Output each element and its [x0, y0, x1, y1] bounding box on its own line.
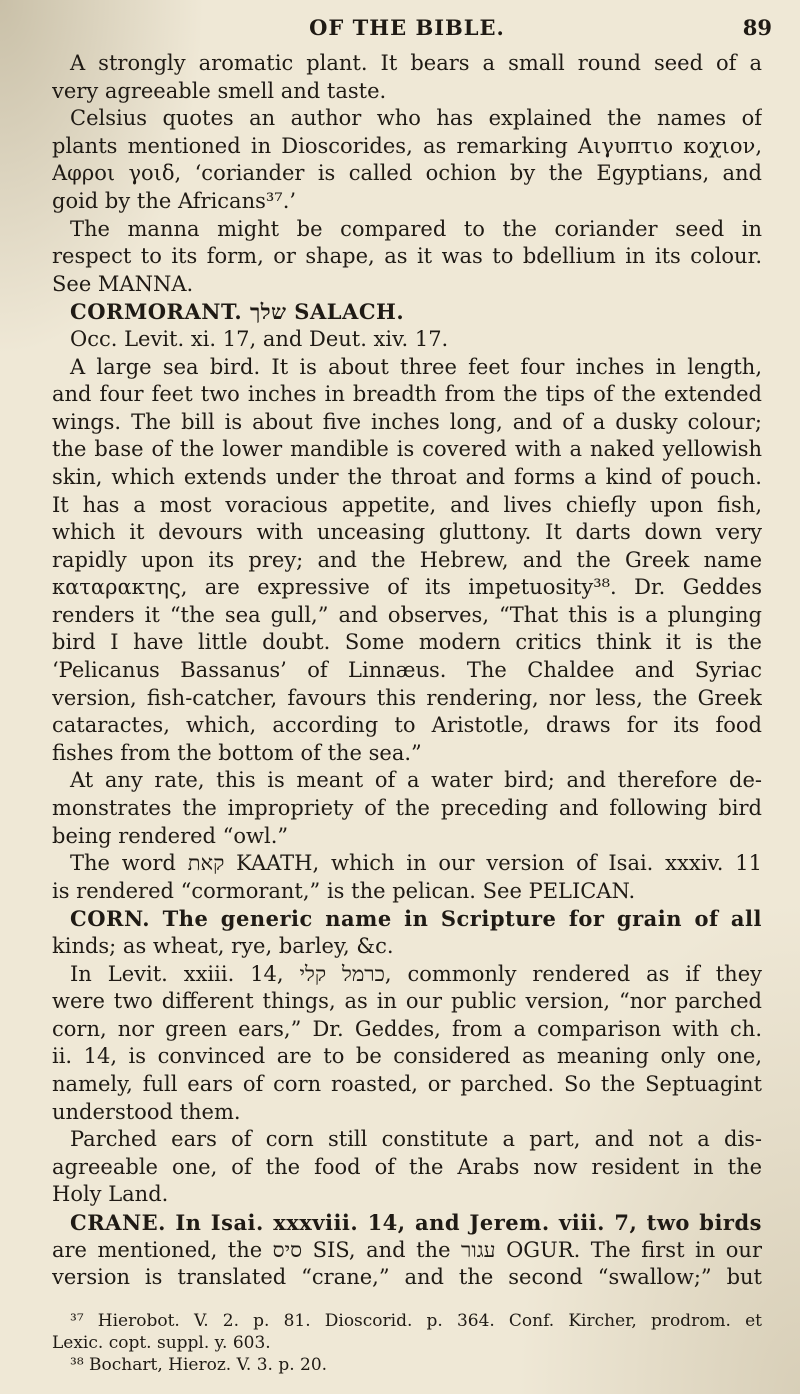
text-line: wings. The bill is about five inches long, and of a dusky colour;: [52, 409, 762, 434]
text-line: monstrates the impropriety of the preceding and following bird: [52, 796, 762, 821]
text-line: Occ. Levit. xi. 17, and Deut. xiv. 17.: [70, 326, 449, 351]
text-line: agreeable one, of the food of the Arabs now resident in the: [52, 1154, 762, 1179]
text-line: version is translated “crane,” and the second “swallow;” but: [52, 1265, 762, 1290]
text-line: At any rate, this is meant of a water bird; and therefore de-: [70, 768, 762, 793]
text-line: In Levit. xxiii. 14, כרמל קלי, commonly rendered as if they: [70, 961, 762, 986]
text-line: ii. 14, is convinced are to be considered as meaning only one,: [52, 1044, 762, 1069]
text-line: namely, full ears of corn roasted, or parched. So the Septuagint: [52, 1071, 762, 1096]
text-line: Parched ears of corn still constitute a part, and not a dis-: [70, 1127, 762, 1152]
text-line: being rendered “owl.”: [52, 823, 289, 848]
text-line: bird I have little doubt. Some modern critics think it is the: [52, 630, 762, 655]
text-line: kinds; as wheat, rye, barley, &c.: [52, 934, 394, 958]
text-line: very agreeable smell and taste.: [52, 78, 387, 103]
text-line: The word קאת KAATH, which in our version of Isai. xxxiv. 11: [70, 851, 762, 876]
text-line: It has a most voracious appetite, and lives chiefly upon fish,: [52, 492, 762, 517]
text-line: goid by the Africans³⁷.’: [52, 188, 297, 213]
text-line: were two different things, as in our public version, “nor parched: [52, 989, 762, 1014]
text-line: A strongly aromatic plant. It bears a small round seed of a: [70, 51, 762, 75]
text-line: rapidly upon its prey; and the Hebrew, and the Greek name: [52, 547, 762, 572]
text-line: See MANNA.: [52, 271, 194, 296]
text-line: cataractes, which, according to Aristotle, draws for its food: [52, 713, 762, 738]
text-line: and four feet two inches in breadth from the tips of the extended: [52, 382, 762, 407]
text-line: Celsius quotes an author who has explained the names of: [70, 106, 762, 131]
text-line: are mentioned, the סיס SIS, and the עגור OGUR. The first in our: [52, 1237, 762, 1262]
text-line: The manna might be compared to the coriander seed in: [70, 216, 762, 241]
entry-heading-corn: CORN. The generic name in Scripture for grain of all: [70, 906, 762, 932]
text-line: ‘Pelicanus Bassanus’ of Linnæus. The Chaldee and Syriac: [52, 658, 762, 683]
footnote: ³⁷ Hierobot. V. 2. p. 81. Dioscorid. p. 364. Conf. Kircher, prodrom. et: [70, 1310, 762, 1331]
text-line: respect to its form, or shape, as it was to bdellium in its colour.: [52, 244, 762, 269]
text-line: καταρακτης, are expressive of its impetuosity³⁸. Dr. Geddes: [52, 575, 762, 600]
page-number: 89: [742, 15, 772, 40]
text-line: A large sea bird. It is about three feet four inches in length,: [70, 354, 762, 379]
text-line: the base of the lower mandible is covered with a naked yellowish: [52, 437, 762, 462]
footnote-separator: [52, 1292, 762, 1310]
text-line: renders it “the sea gull,” and observes, “That this is a plunging: [52, 602, 762, 627]
text-line: Holy Land.: [52, 1182, 169, 1207]
text-line: fishes from the bottom of the sea.”: [52, 740, 422, 765]
text-line: corn, nor green ears,” Dr. Geddes, from a comparison with ch.: [52, 1016, 762, 1041]
text-line: Αφροι γοιδ, ‘coriander is called ochion by the Egyptians, and: [52, 161, 762, 186]
text-line: skin, which extends under the throat and forms a kind of pouch.: [52, 464, 762, 489]
text-line: understood them.: [52, 1099, 241, 1124]
text-line: which it devours with unceasing gluttony. It darts down very: [52, 520, 762, 545]
entry-heading-cormorant: CORMORANT. שלך SALACH.: [70, 299, 405, 325]
running-head: OF THE BIBLE.: [309, 15, 505, 40]
entry-heading-crane: CRANE. In Isai. xxxviii. 14, and Jerem. viii. 7, two birds: [70, 1209, 762, 1235]
footnote: ³⁸ Bochart, Hieroz. V. 3. p. 20.: [70, 1354, 328, 1375]
page-text: [52, 14, 772, 1376]
text-line: plants mentioned in Dioscorides, as remarking Αιγυπτιο κοχιον,: [52, 133, 762, 158]
text-line: is rendered “cormorant,” is the pelican. See PELICAN.: [52, 878, 636, 903]
text-line: version, fish-catcher, favours this rendering, nor less, the Greek: [52, 685, 762, 710]
page-header: [52, 14, 772, 44]
footnote: Lexic. copt. suppl. y. 603.: [52, 1332, 271, 1353]
